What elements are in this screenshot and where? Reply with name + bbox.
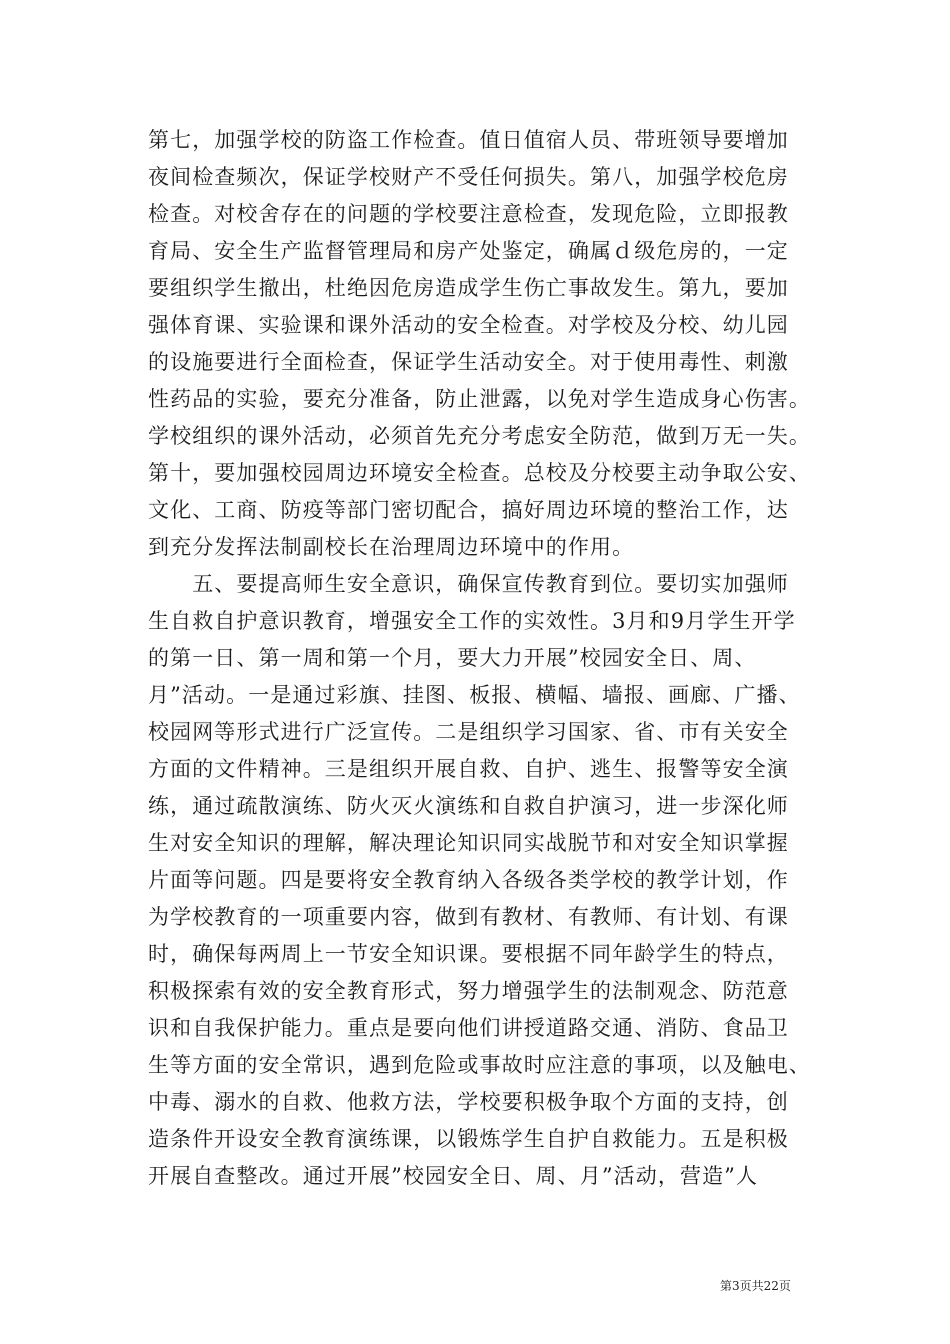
body-line-16: 月”活动。一是通过彩旗、挂图、板报、横幅、墙报、画廊、广播、 bbox=[148, 683, 801, 707]
body-line-20: 生对安全知识的理解，解决理论知识同实战脱节和对安全知识掌握 bbox=[148, 831, 789, 855]
body-line-10: 第十，要加强校园周边环境安全检查。总校及分校要主动争取公安、 bbox=[148, 461, 811, 485]
body-line-13: 五、要提高师生安全意识，确保宣传教育到位。要切实加强师 bbox=[148, 572, 789, 596]
body-line-12: 到充分发挥法制副校长在治理周边环境中的作用。 bbox=[148, 535, 635, 559]
body-line-17: 校园网等形式进行广泛宣传。二是组织学习国家、省、市有关安全 bbox=[148, 720, 789, 744]
body-line-24: 积极探索有效的安全教育形式，努力增强学生的法制观念、防范意 bbox=[148, 979, 789, 1003]
body-line-23: 时，确保每两周上一节安全知识课。要根据不同年龄学生的特点， bbox=[148, 942, 789, 966]
body-line-3: 检查。对校舍存在的问题的学校要注意检查，发现危险，立即报教 bbox=[148, 202, 789, 226]
body-line-5: 要组织学生撤出，杜绝因危房造成学生伤亡事故发生。第九，要加 bbox=[148, 276, 789, 300]
body-line-19: 练，通过疏散演练、防火灭火演练和自救自护演习，进一步深化师 bbox=[148, 794, 789, 818]
body-line-29: 开展自查整改。通过开展”校园安全日、周、月”活动，营造”人 bbox=[148, 1164, 759, 1188]
body-line-22: 为学校教育的一项重要内容，做到有教材、有教师、有计划、有课 bbox=[148, 905, 789, 929]
body-line-1: 第七，加强学校的防盗工作检查。值日值宿人员、带班领导要增加 bbox=[148, 128, 789, 152]
body-line-2: 夜间检查频次，保证学校财产不受任何损失。第八，加强学校危房 bbox=[148, 165, 789, 189]
body-line-9: 学校组织的课外活动，必须首先充分考虑安全防范，做到万无一失。 bbox=[148, 424, 811, 448]
body-line-26: 生等方面的安全常识，遇到危险或事故时应注意的事项，以及触电、 bbox=[148, 1053, 811, 1077]
body-line-7: 的设施要进行全面检查，保证学生活动安全。对于使用毒性、刺激 bbox=[148, 350, 789, 374]
page-number-footer: 第3页共22页 bbox=[720, 1279, 791, 1293]
body-line-15: 的第一日、第一周和第一个月，要大力开展”校园安全日、周、 bbox=[148, 646, 757, 670]
body-line-21: 片面等问题。四是要将安全教育纳入各级各类学校的教学计划，作 bbox=[148, 868, 789, 892]
body-line-6: 强体育课、实验课和课外活动的安全检查。对学校及分校、幼儿园 bbox=[148, 313, 789, 337]
body-line-11: 文化、工商、防疫等部门密切配合，搞好周边环境的整治工作，达 bbox=[148, 498, 789, 522]
body-line-25: 识和自我保护能力。重点是要向他们讲授道路交通、消防、食品卫 bbox=[148, 1016, 789, 1040]
body-line-14: 生自救自护意识教育，增强安全工作的实效性。3月和9月学生开学 bbox=[148, 609, 796, 633]
body-line-28: 造条件开设安全教育演练课，以锻炼学生自护自救能力。五是积极 bbox=[148, 1127, 789, 1151]
body-line-8: 性药品的实验，要充分准备，防止泄露，以免对学生造成身心伤害。 bbox=[148, 387, 811, 411]
body-line-27: 中毒、溺水的自救、他救方法，学校要积极争取个方面的支持，创 bbox=[148, 1090, 789, 1114]
body-line-4: 育局、安全生产监督管理局和房产处鉴定，确属ｄ级危房的，一定 bbox=[148, 239, 789, 263]
body-line-18: 方面的文件精神。三是组织开展自救、自护、逃生、报警等安全演 bbox=[148, 757, 789, 781]
